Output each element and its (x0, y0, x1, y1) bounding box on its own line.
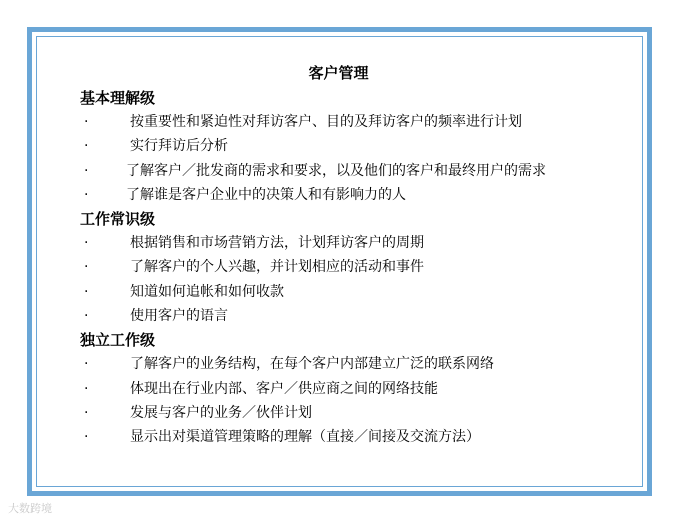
bullet: · (84, 162, 89, 179)
list-item (80, 304, 640, 328)
list-item (80, 255, 640, 279)
list-item (80, 401, 640, 425)
list-item-text: 了解谁是客户企业中的决策人和有影响力的人 (126, 186, 406, 203)
list-item-text: 按重要性和紧迫性对拜访客户、目的及拜访客户的频率进行计划 (130, 114, 522, 130)
list-item (80, 352, 640, 376)
list-item-text: 发展与客户的业务／伙伴计划 (130, 404, 312, 421)
list-item-text: 使用客户的语言 (130, 308, 228, 325)
list-item-text: 了解客户的个人兴趣，并计划相应的活动和事件 (130, 259, 424, 276)
bullet: · (84, 283, 89, 300)
list-item-text: 实行拜访后分析 (130, 138, 228, 155)
bullet: · (84, 259, 89, 276)
list-item (80, 280, 640, 304)
bullet: · (84, 114, 89, 130)
bullet: · (84, 429, 89, 446)
list-item (80, 134, 640, 158)
section-heading: 独立工作级 (80, 331, 156, 350)
page-title: 客户管理 (308, 64, 369, 82)
list-item (80, 159, 640, 183)
list-item-text: 知道如何追帐和如何收款 (130, 283, 284, 300)
list-item (80, 425, 640, 449)
bullet: · (84, 404, 89, 421)
bullet: · (84, 235, 89, 252)
section-heading: 基本理解级 (80, 89, 156, 107)
bullet: · (84, 308, 89, 325)
list-item (80, 377, 640, 401)
bullet: · (84, 380, 89, 397)
section-heading: 工作常识级 (80, 210, 156, 229)
content (80, 86, 640, 450)
list-item-text: 根据销售和市场营销方法，计划拜访客户的周期 (130, 235, 424, 252)
list-item-text: 体现出在行业内部、客户／供应商之间的网络技能 (130, 380, 438, 397)
bullet: · (84, 186, 89, 203)
list-item (80, 110, 640, 134)
list-item (80, 231, 640, 255)
list-item (80, 183, 640, 207)
list-item-text: 了解客户／批发商的需求和要求，以及他们的客户和最终用户的需求 (126, 162, 546, 179)
list-item-text: 了解客户的业务结构，在每个客户内部建立广泛的联系网络 (130, 356, 494, 373)
bullet: · (84, 138, 89, 155)
bullet: · (84, 356, 89, 373)
list-item-text: 显示出对渠道管理策略的理解（直接／间接及交流方法） (130, 429, 480, 446)
watermark: 大数跨境 (8, 502, 52, 515)
